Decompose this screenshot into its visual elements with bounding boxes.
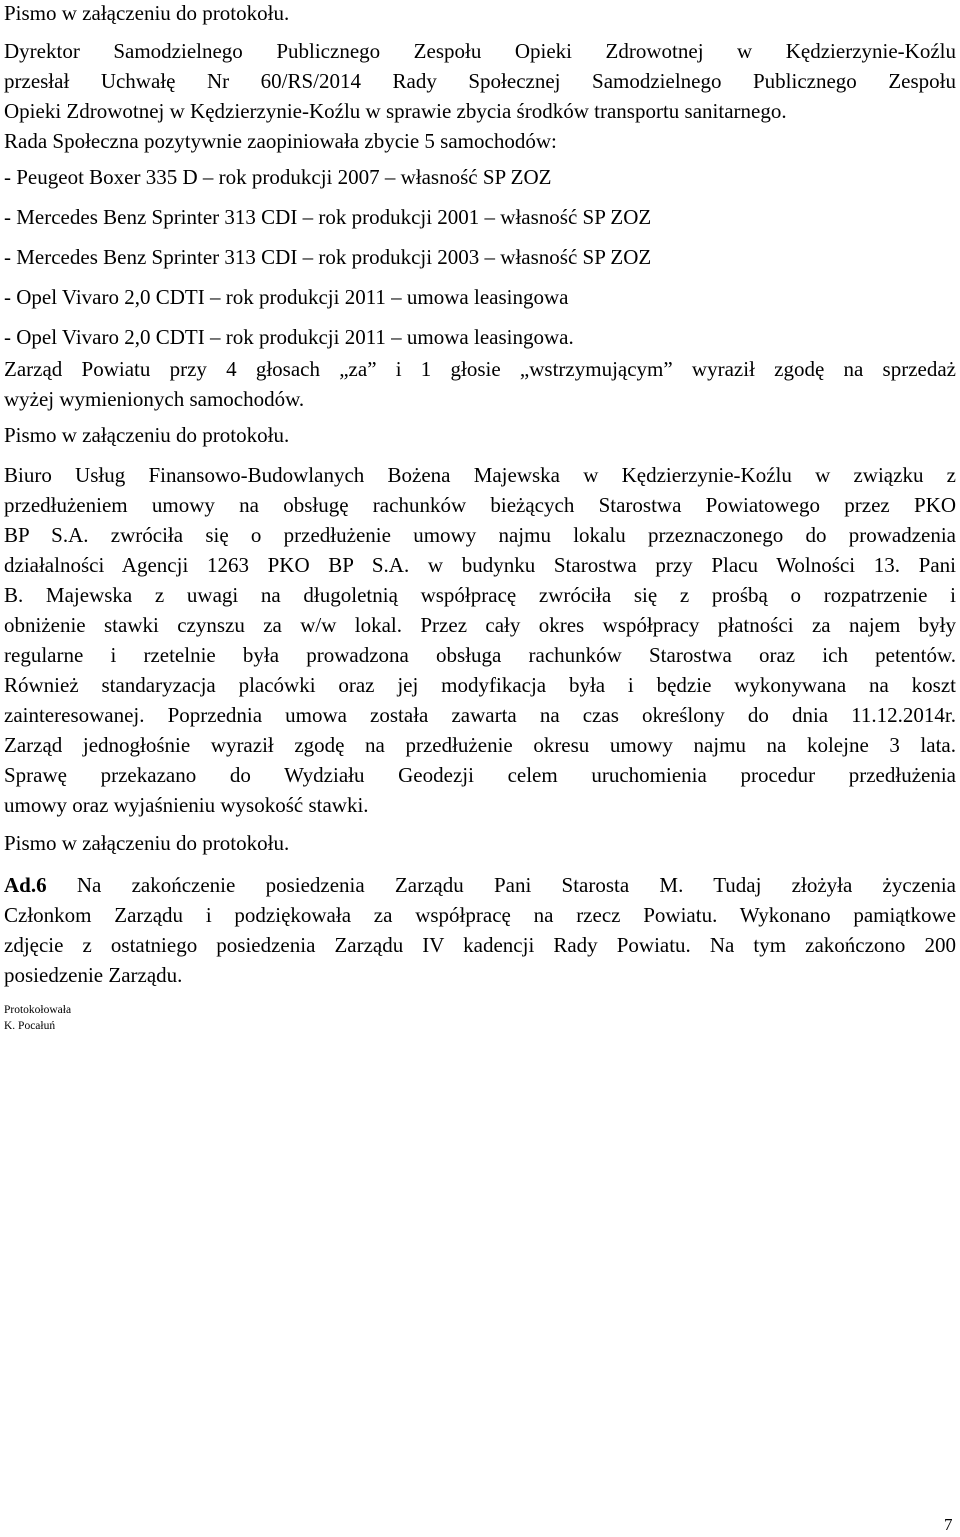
paragraph-decision <box>4 354 956 414</box>
text-line: zdjęcie z ostatniego posiedzenia Zarządu IV kadencji Rady Powiatu. Na tym zakończono 200 <box>4 933 956 957</box>
signature-role: Protokołowała <box>4 1004 72 1016</box>
text-line <box>4 870 956 900</box>
text-line: Zarząd Powiatu przy 4 głosach „za” i 1 głosie „wstrzymującym” wyraził zgodę na sprzedaż <box>4 357 956 381</box>
attachment-note: Pismo w załączeniu do protokołu. <box>4 1 290 25</box>
text-line: Sprawę przekazano do Wydziału Geodezji celem uruchomienia procedur przedłużenia <box>4 763 956 787</box>
text-line: wyżej wymienionych samochodów. <box>4 387 305 411</box>
paragraph-sp-zoz <box>4 36 956 156</box>
attachment-note: Pismo w załączeniu do protokołu. <box>4 831 290 855</box>
text-line: Rada Społeczna pozytywnie zaopiniowała zbycie 5 samochodów: <box>4 129 557 153</box>
list-item: - Opel Vivaro 2,0 CDTI – rok produkcji 2011 – umowa leasingowa. <box>4 325 574 349</box>
page-number: 7 <box>944 1515 953 1534</box>
vehicle-list <box>4 162 956 352</box>
attachment-note: Pismo w załączeniu do protokołu. <box>4 423 290 447</box>
text-line: Członkom Zarządu i podziękowała za współpracę na rzecz Powiatu. Wykonano pamiątkowe <box>4 903 956 927</box>
text-line: umowy oraz wyjaśnieniu wysokość stawki. <box>4 793 369 817</box>
text-line: obniżenie stawki czynszu za w/w lokal. Przez cały okres współpracy płatności za najem były <box>4 613 956 637</box>
section-label: Ad.6 <box>4 873 47 897</box>
list-item: - Mercedes Benz Sprinter 313 CDI – rok produkcji 2003 – własność SP ZOZ <box>4 245 652 269</box>
text-line: przesłał Uchwałę Nr 60/RS/2014 Rady Społecznej Samodzielnego Publicznego Zespołu <box>4 69 956 93</box>
paragraph-ad6 <box>4 870 956 990</box>
text-line: przedłużeniem umowy na obsługę rachunków bieżących Starostwa Powiatowego przez PKO <box>4 493 956 517</box>
text-line: B. Majewska z uwagi na długoletnią współpracę zwróciła się z prośbą o rozpatrzenie i <box>4 583 956 607</box>
paragraph-bank-lease <box>4 460 956 820</box>
list-item: - Peugeot Boxer 335 D – rok produkcji 2007 – własność SP ZOZ <box>4 165 552 189</box>
document-page <box>4 0 956 1034</box>
text-line: Również standaryzacja placówki oraz jej modyfikacja była i będzie wykonywana na koszt <box>4 673 956 697</box>
text-line: zainteresowanej. Poprzednia umowa została zawarta na czas określony do dnia 11.12.2014r. <box>4 703 956 727</box>
text-span: Na zakończenie posiedzenia Zarządu Pani Starosta M. Tudaj złożyła życzenia <box>46 873 956 897</box>
text-line: posiedzenie Zarządu. <box>4 963 183 987</box>
signature-block <box>4 1002 956 1034</box>
text-line: Zarząd jednogłośnie wyraził zgodę na przedłużenie okresu umowy najmu na kolejne 3 lata. <box>4 733 956 757</box>
text-line: BP S.A. zwróciła się o przedłużenie umowy najmu lokalu przeznaczonego do prowadzenia <box>4 523 956 547</box>
signature-name: K. Pocałuń <box>4 1020 56 1032</box>
list-item: - Opel Vivaro 2,0 CDTI – rok produkcji 2011 – umowa leasingowa <box>4 285 569 309</box>
text-line: Biuro Usług Finansowo-Budowlanych Bożena Majewska w Kędzierzynie-Koźlu w związku z <box>4 463 956 487</box>
text-line: Opieki Zdrowotnej w Kędzierzynie-Koźlu w sprawie zbycia środków transportu sanitarnego. <box>4 99 787 123</box>
text-line: regularne i rzetelnie była prowadzona obsługa rachunków Starostwa oraz ich petentów. <box>4 643 956 667</box>
text-line: działalności Agencji 1263 PKO BP S.A. w budynku Starostwa przy Placu Wolności 13. Pani <box>4 553 956 577</box>
list-item: - Mercedes Benz Sprinter 313 CDI – rok produkcji 2001 – własność SP ZOZ <box>4 205 652 229</box>
text-line: Dyrektor Samodzielnego Publicznego Zespołu Opieki Zdrowotnej w Kędzierzynie-Koźlu <box>4 39 956 63</box>
